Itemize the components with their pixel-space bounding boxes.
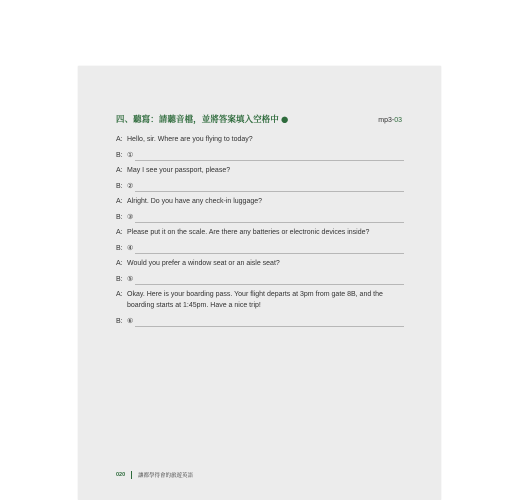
speaker-b: B:	[116, 318, 123, 325]
section-header	[116, 113, 402, 125]
dialog-a-line	[116, 289, 404, 311]
dialog-b-line	[116, 242, 404, 254]
dialog-a-text: May I see your passport, please?	[127, 167, 231, 174]
dialog-a-text: Hello, sir. Where are you flying to today?	[127, 136, 253, 143]
answer-blank[interactable]	[135, 183, 404, 192]
dialog-b-line	[116, 180, 404, 192]
audio-track-label	[378, 117, 402, 124]
book-title: 讓都學得會的旅遊英語	[137, 473, 193, 479]
audio-prefix: mp3-	[378, 117, 395, 124]
dialog-a-line	[116, 134, 404, 145]
dialog-exchange-6	[116, 289, 404, 327]
dialog-b-line	[116, 211, 404, 223]
speaker-b: B:	[116, 152, 123, 159]
dialog-a-line	[116, 165, 404, 176]
dialog-exchange-5	[116, 258, 404, 285]
book-page	[78, 66, 441, 500]
speaker-b: B:	[116, 214, 123, 221]
answer-blank[interactable]	[135, 276, 404, 285]
answer-blank[interactable]	[135, 152, 404, 161]
dialog-a-text: Alright. Do you have any check-in luggage?	[127, 198, 263, 205]
answer-marker: ②	[127, 183, 134, 190]
speaker-a: A:	[116, 167, 123, 174]
dialog-a-text: Okay. Here is your boarding pass. Your flight departs at 3pm from gate 8B, and the boarding starts at 1:45pm. Have a nice trip!	[127, 291, 383, 309]
answer-blank[interactable]	[135, 214, 404, 223]
dialog-b-line	[116, 315, 404, 327]
dialog-a-text: Please put it on the scale. Are there any batteries or electronic devices inside?	[127, 229, 370, 236]
section-heading	[116, 113, 288, 125]
answer-marker: ①	[127, 152, 134, 159]
speaker-a: A:	[116, 198, 123, 205]
speaker-a: A:	[116, 260, 123, 267]
dialog-b-line	[116, 273, 404, 285]
answer-blank[interactable]	[135, 245, 404, 254]
section-heading-text: 四、聽寫：請聽音檔，並將答案填入空格中	[116, 114, 279, 124]
dialog-a-text: Would you prefer a window seat or an aisle seat?	[127, 260, 280, 267]
speaker-a: A:	[116, 136, 123, 143]
dialog-a-line	[116, 196, 404, 207]
page-footer	[116, 471, 193, 479]
dialog-a-line	[116, 258, 404, 269]
speaker-b: B:	[116, 183, 123, 190]
speaker-b: B:	[116, 276, 123, 283]
page-number: 020	[116, 472, 126, 478]
answer-blank[interactable]	[135, 318, 404, 327]
speaker-a: A:	[116, 291, 123, 298]
dialog-exchange-4	[116, 227, 404, 254]
dialog-a-line	[116, 227, 404, 238]
dialog-exchange-3	[116, 196, 404, 223]
dialog-exchange-1	[116, 134, 404, 161]
answer-marker: ⑥	[127, 318, 134, 325]
answer-marker: ⑤	[127, 276, 134, 283]
footer-divider	[131, 471, 132, 479]
dialog-b-line	[116, 149, 404, 161]
heading-bullet: ●	[280, 114, 289, 124]
speaker-a: A:	[116, 229, 123, 236]
speaker-b: B:	[116, 245, 123, 252]
answer-marker: ③	[127, 214, 134, 221]
dialog-list	[116, 134, 404, 331]
audio-track-number: 03	[394, 117, 402, 124]
dialog-exchange-2	[116, 165, 404, 192]
answer-marker: ④	[127, 245, 134, 252]
